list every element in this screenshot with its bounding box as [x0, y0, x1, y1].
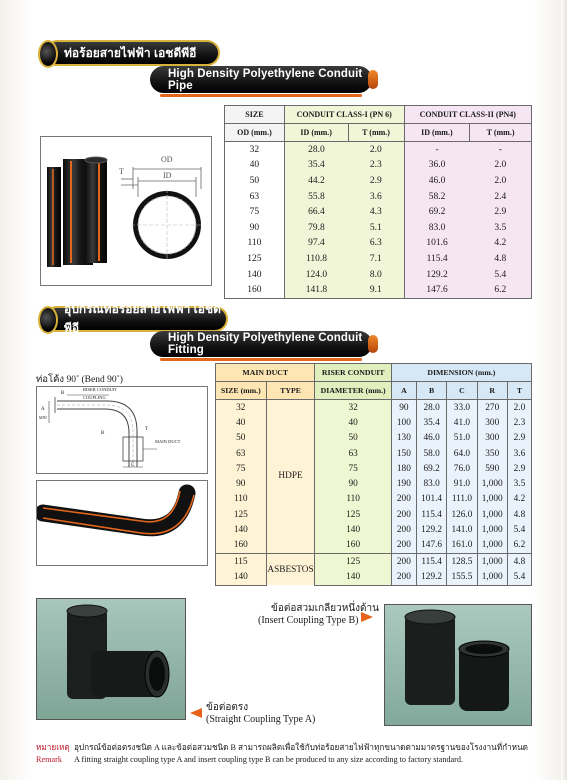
table-cell: 2.4	[470, 189, 532, 205]
table-cell: 140	[216, 569, 267, 585]
th-id2: ID (mm.)	[404, 124, 470, 142]
fitting-title-orange-cap	[368, 335, 378, 353]
table-cell: 270	[477, 400, 507, 416]
table-cell: 4.2	[507, 492, 531, 507]
table-row	[225, 251, 532, 267]
table-cell: 5.4	[470, 267, 532, 283]
table-cell: 46.0	[416, 431, 446, 446]
table-cell: 3.6	[507, 446, 531, 461]
table-cell: 200	[391, 538, 416, 554]
table-cell: 160	[315, 538, 391, 554]
table-cell: 4.8	[507, 553, 531, 569]
pipe-side-rear	[47, 167, 61, 267]
table-cell: 28.0	[416, 400, 446, 416]
page-edge	[561, 0, 567, 780]
table-cell: 7.1	[348, 251, 404, 267]
bend-label-r: R	[101, 431, 105, 436]
remark-eng-text: A fitting straight coupling type A and insert coupling type B can be produced to any size according to factory standard.	[74, 755, 464, 764]
table-cell: 1,000	[477, 553, 507, 569]
bend-label-t: T	[145, 427, 149, 432]
table-cell: 300	[477, 431, 507, 446]
table-row	[225, 236, 532, 252]
table-cell: 100	[391, 415, 416, 430]
table-row	[216, 538, 532, 554]
table-cell: 4.2	[470, 236, 532, 252]
table-cell: 3.5	[507, 476, 531, 491]
table-cell: 200	[391, 569, 416, 585]
table-cell: 5.4	[507, 569, 531, 585]
pipe-thai-title: ท่อร้อยสายไฟฟ้า เอชดีพีอี	[64, 45, 197, 60]
table-cell: 1,000	[477, 476, 507, 491]
table-cell: 4.8	[507, 507, 531, 522]
table-row	[216, 400, 532, 416]
table-cell: 150	[391, 446, 416, 461]
table-row	[225, 142, 532, 158]
pipe-thai-title-pill	[44, 40, 220, 66]
table-cell: 125	[216, 507, 267, 522]
fitting-table-body	[216, 400, 532, 586]
pipe-title-end-cap	[38, 40, 58, 68]
table-cell: 50	[225, 173, 285, 189]
table-cell: 160	[216, 538, 267, 554]
table-row	[216, 553, 532, 569]
th-class1: CONDUIT CLASS-I (PN 6)	[284, 106, 404, 124]
table-cell: 200	[391, 492, 416, 507]
table-cell: 75	[315, 461, 391, 476]
fitting-thai-title-pill	[44, 302, 228, 335]
th-c: C	[447, 382, 477, 400]
table-cell: 1,000	[477, 492, 507, 507]
table-cell: 6.2	[470, 282, 532, 298]
bend-label-riser: RISER CONDUIT	[83, 387, 118, 392]
table-cell: 50	[216, 431, 267, 446]
table-cell: 101.4	[416, 492, 446, 507]
table-cell: 69.2	[416, 461, 446, 476]
th-id1: ID (mm.)	[284, 124, 348, 142]
table-cell: 2.9	[470, 204, 532, 220]
straight-coupling-thai: ข้อต่อตรง	[206, 702, 249, 713]
table-cell: 8.0	[348, 267, 404, 283]
table-cell: 140	[216, 522, 267, 537]
bend-label-coupling: COUPLING	[83, 395, 106, 400]
table-row	[225, 189, 532, 205]
table-row	[216, 446, 532, 461]
table-cell: 160	[225, 282, 285, 298]
table-cell: 69.2	[404, 204, 470, 220]
table-cell: 1,000	[477, 522, 507, 537]
pipe-eng-title: High Density Polyethylene Conduit Pipe	[168, 67, 363, 92]
remark-eng-label: Remark	[36, 755, 62, 764]
table-cell: 115.4	[404, 251, 470, 267]
table-row	[216, 522, 532, 537]
pipe-drawing-svg	[41, 137, 211, 285]
th-diameter: DIAMETER (mm.)	[315, 382, 391, 400]
type-hdpe-cell: HDPE	[266, 400, 315, 554]
table-row	[216, 461, 532, 476]
table-row	[216, 476, 532, 491]
th-t2: T (mm.)	[470, 124, 532, 142]
table-cell: 129.2	[416, 569, 446, 585]
table-cell: 2.0	[470, 158, 532, 174]
table-cell: 2.0	[348, 142, 404, 158]
th-riser: RISER CONDUIT	[315, 364, 391, 382]
table-cell: 101.6	[404, 236, 470, 252]
table-cell: 90	[216, 476, 267, 491]
table-row	[216, 492, 532, 507]
table-cell: -	[470, 142, 532, 158]
table-cell: 129.2	[404, 267, 470, 283]
remark-thai-text: อุปกรณ์ข้อต่อตรงชนิด A และข้อต่อสวมชนิด B สามารถผลิตเพื่อใช้กับท่อร้อยสายไฟฟ้าทุกขนาดตามมาตรฐานของโรงงานที่กำหนด	[74, 743, 528, 752]
table-cell: 44.2	[284, 173, 348, 189]
table-cell: 90	[391, 400, 416, 416]
table-cell: 124.0	[284, 267, 348, 283]
table-row	[216, 415, 532, 430]
th-type: TYPE	[266, 382, 315, 400]
table-cell: 155.5	[447, 569, 477, 585]
bend-label-b: B	[61, 391, 65, 396]
bend-caption: ท่อโค้ง 90˚ (Bend 90˚)	[36, 375, 123, 385]
table-cell: 115	[216, 553, 267, 569]
pipe-cross-section-drawing	[40, 136, 212, 286]
table-row	[216, 569, 532, 585]
bend-label-c: C	[131, 463, 135, 468]
table-cell: 6.3	[348, 236, 404, 252]
table-cell: 63	[225, 189, 285, 205]
bend-label-min: MIN	[39, 415, 47, 420]
table-cell: 91.0	[447, 476, 477, 491]
table-cell: 75	[225, 204, 285, 220]
table-cell: 32	[315, 400, 391, 416]
table-cell: 141.0	[447, 522, 477, 537]
table-cell: 140	[225, 267, 285, 283]
fitting-title-end-cap	[38, 306, 58, 334]
table-cell: 32	[225, 142, 285, 158]
th-dimension: DIMENSION (mm.)	[391, 364, 531, 382]
table-cell: 75	[216, 461, 267, 476]
table-cell: -	[404, 142, 470, 158]
table-cell: 110	[216, 492, 267, 507]
th-class2: CONDUIT CLASS-II (PN4)	[404, 106, 531, 124]
table-cell: 90	[315, 476, 391, 491]
table-cell: 200	[391, 522, 416, 537]
pipe-side-front	[85, 159, 107, 263]
bend-label-main-duct: MAIN DUCT	[155, 439, 181, 444]
table-cell: 1,000	[477, 538, 507, 554]
table-cell: 41.0	[447, 415, 477, 430]
table-cell: 9.1	[348, 282, 404, 298]
insert-coupling-eng: (Insert Coupling Type B)	[258, 615, 359, 626]
table-cell: 1,000	[477, 507, 507, 522]
table-row	[225, 267, 532, 283]
table-cell: 50	[315, 431, 391, 446]
table-cell: 111.0	[447, 492, 477, 507]
table-cell: 28.0	[284, 142, 348, 158]
table-cell: 130	[391, 431, 416, 446]
table-cell: 40	[216, 415, 267, 430]
pipe-table-body	[225, 142, 532, 299]
th-t: T	[507, 382, 531, 400]
bend-photo	[36, 480, 208, 566]
bend-label-a: A	[41, 407, 45, 412]
pipe-title-orange-cap	[368, 70, 378, 89]
table-cell: 66.4	[284, 204, 348, 220]
table-cell: 35.4	[284, 158, 348, 174]
table-cell: 97.4	[284, 236, 348, 252]
table-cell: 300	[477, 415, 507, 430]
th-size-mm: SIZE (mm.)	[216, 382, 267, 400]
table-cell: 126.0	[447, 507, 477, 522]
table-cell: 128.5	[447, 553, 477, 569]
th-size: SIZE	[225, 106, 285, 124]
bend-drawing-svg	[37, 387, 207, 473]
table-cell: 83.0	[416, 476, 446, 491]
straight-coupling-photo	[36, 598, 186, 720]
th-a: A	[391, 382, 416, 400]
table-cell: 90	[225, 220, 285, 236]
pipe-top-ellipse	[85, 157, 107, 163]
fitting-title-orange-stripe	[160, 358, 362, 361]
straight-coupling-arrow-icon	[190, 708, 202, 718]
table-cell: 79.8	[284, 220, 348, 236]
table-row	[225, 220, 532, 236]
fitting-eng-title-pill	[150, 331, 372, 357]
table-cell: 2.0	[470, 173, 532, 189]
th-t1: T (mm.)	[348, 124, 404, 142]
table-cell: 36.0	[404, 158, 470, 174]
table-cell: 3.6	[348, 189, 404, 205]
table-cell: 350	[477, 446, 507, 461]
table-cell: 2.3	[507, 415, 531, 430]
table-cell: 63	[216, 446, 267, 461]
table-cell: 58.2	[404, 189, 470, 205]
fitting-thai-title: อุปกรณ์ท่อร้อยสายไฟฟ้า เอชดีพีอี	[64, 302, 221, 335]
table-row	[225, 282, 532, 298]
table-cell: 161.0	[447, 538, 477, 554]
table-cell: 147.6	[416, 538, 446, 554]
insert-coupling-thai: ข้อต่อสวมเกลียวหนึ่งด้าน	[271, 603, 379, 614]
table-cell: 140	[315, 569, 391, 585]
table-cell: 110	[315, 492, 391, 507]
table-cell: 2.0	[507, 400, 531, 416]
od-label: OD	[161, 155, 173, 164]
table-row	[216, 431, 532, 446]
table-cell: 110.8	[284, 251, 348, 267]
table-cell: 40	[315, 415, 391, 430]
table-cell: 32	[216, 400, 267, 416]
table-row	[216, 507, 532, 522]
th-r: R	[477, 382, 507, 400]
table-cell: 125	[315, 553, 391, 569]
remark-thai-label: หมายเหตุ	[36, 743, 70, 752]
table-cell: 76.0	[447, 461, 477, 476]
table-cell: 58.0	[416, 446, 446, 461]
table-cell: 115.4	[416, 507, 446, 522]
type-asbestos-cell: ASBESTOS	[266, 553, 315, 585]
th-od: OD (mm.)	[225, 124, 285, 142]
table-cell: 3.5	[470, 220, 532, 236]
table-cell: 63	[315, 446, 391, 461]
table-cell: 141.8	[284, 282, 348, 298]
table-cell: 140	[315, 522, 391, 537]
table-cell: 125	[225, 251, 285, 267]
table-row	[225, 204, 532, 220]
table-cell: 129.2	[416, 522, 446, 537]
table-cell: 115.4	[416, 553, 446, 569]
table-cell: 83.0	[404, 220, 470, 236]
table-cell: 33.0	[447, 400, 477, 416]
th-b: B	[416, 382, 446, 400]
table-cell: 5.4	[507, 522, 531, 537]
table-cell: 190	[391, 476, 416, 491]
table-cell: 51.0	[447, 431, 477, 446]
pipe-eng-title-pill	[150, 66, 372, 93]
table-cell: 147.6	[404, 282, 470, 298]
table-cell: 125	[315, 507, 391, 522]
t-label: T	[119, 167, 124, 176]
table-cell: 6.2	[507, 538, 531, 554]
fitting-eng-title: High Density Polyethylene Conduit Fitting	[168, 332, 363, 356]
bend-drawing	[36, 386, 208, 474]
table-cell: 5.1	[348, 220, 404, 236]
table-cell: 2.9	[507, 461, 531, 476]
table-cell: 200	[391, 553, 416, 569]
table-cell: 200	[391, 507, 416, 522]
table-cell: 2.3	[348, 158, 404, 174]
table-cell: 46.0	[404, 173, 470, 189]
table-cell: 2.9	[507, 431, 531, 446]
table-cell: 590	[477, 461, 507, 476]
table-cell: 55.8	[284, 189, 348, 205]
pipe-spec-table	[224, 105, 532, 299]
table-cell: 110	[225, 236, 285, 252]
table-cell: 40	[225, 158, 285, 174]
table-cell: 180	[391, 461, 416, 476]
table-cell: 35.4	[416, 415, 446, 430]
straight-coupling-eng: (Straight Coupling Type A)	[206, 714, 316, 725]
table-cell: 2.9	[348, 173, 404, 189]
table-cell: 64.0	[447, 446, 477, 461]
table-row	[225, 173, 532, 189]
table-cell: 4.3	[348, 204, 404, 220]
pipe-title-orange-stripe	[160, 94, 362, 97]
table-row	[225, 158, 532, 174]
table-cell: 1,000	[477, 569, 507, 585]
th-main-duct: MAIN DUCT	[216, 364, 315, 382]
table-cell: 4.8	[470, 251, 532, 267]
insert-coupling-arrow-icon	[361, 612, 373, 622]
fitting-spec-table	[215, 363, 532, 586]
id-label: ID	[163, 171, 172, 180]
insert-coupling-photo	[384, 604, 532, 726]
